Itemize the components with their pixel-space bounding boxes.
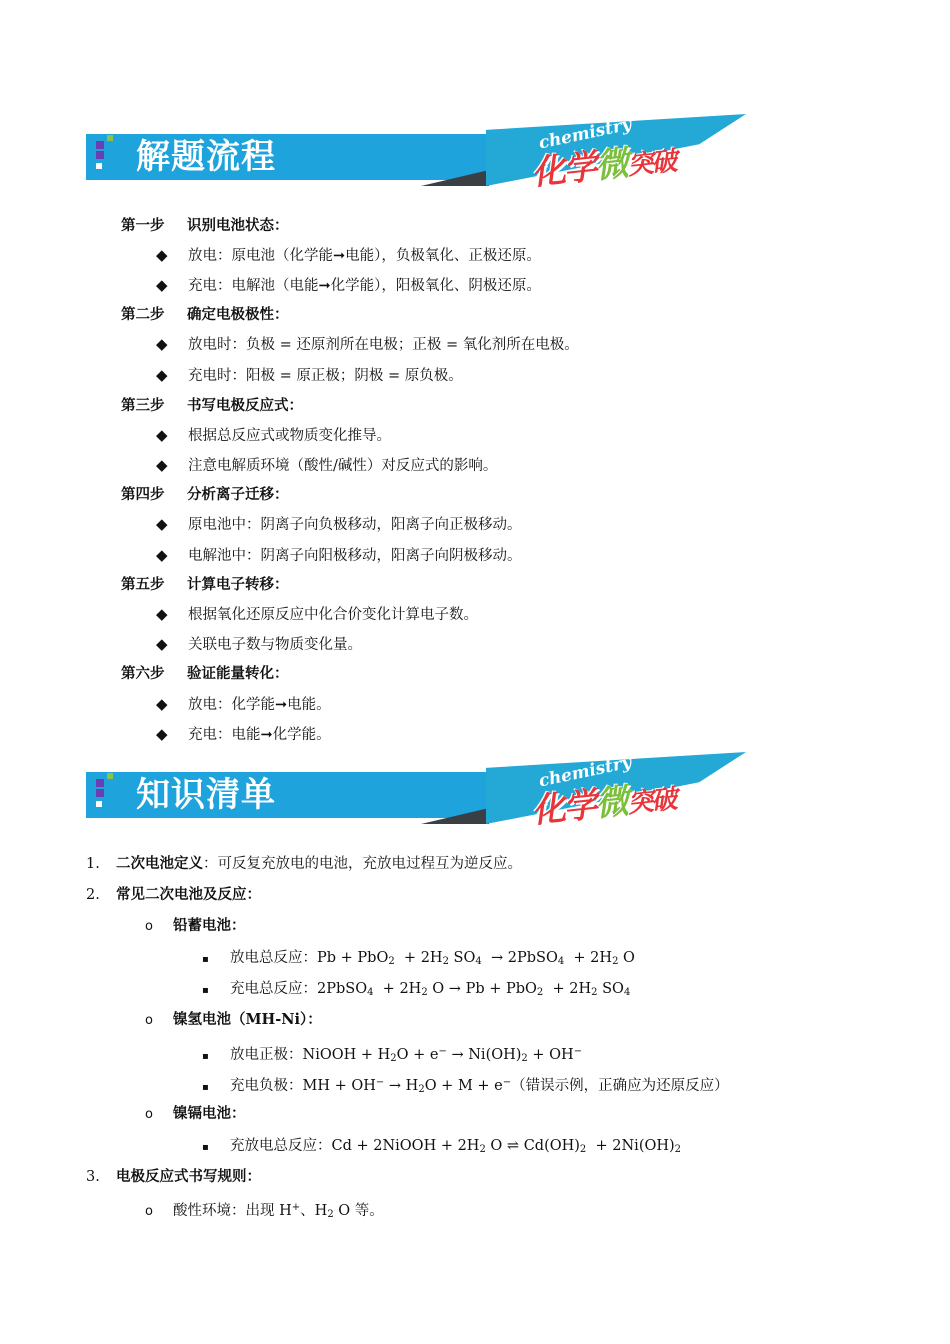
equation-item: ▪ 放电总反应：$Pb + PbO_2 + 2H_2$ $SO_4$ → 2PbSO$_4$ + $2H_2$ O xyxy=(202,948,635,972)
step-heading: 第一步 识别电池状态： xyxy=(121,217,289,234)
section-banner-process xyxy=(86,114,776,198)
diamond-icon: ◆ xyxy=(156,426,168,444)
list-item: ◆ 关联电子数与物质变化量。 xyxy=(156,635,362,653)
logo-chinese: 化学微突破 xyxy=(529,781,677,832)
diamond-icon: ◆ xyxy=(156,635,168,653)
list-item: 2. 常见二次电池及反应： xyxy=(86,886,261,903)
step-heading: 第六步 验证能量转化： xyxy=(121,665,289,682)
diamond-icon: ◆ xyxy=(156,515,168,533)
list-item: ◆ 根据氧化还原反应中化合价变化计算电子数。 xyxy=(156,605,478,623)
list-item: 1. 二次电池定义：可反复充放电的电池，充放电过程互为逆反应。 xyxy=(86,855,522,872)
square-bullet-icon: ▪ xyxy=(202,1082,209,1093)
step-heading: 第二步 确定电极极性： xyxy=(121,306,289,323)
banner-square-icon xyxy=(107,773,113,779)
square-bullet-icon: ▪ xyxy=(202,1142,209,1153)
circle-bullet-icon: o xyxy=(145,919,153,934)
diamond-icon: ◆ xyxy=(156,366,168,384)
square-bullet-icon: ▪ xyxy=(202,985,209,996)
logo-english: chemistry xyxy=(536,114,634,154)
banner-square-icon xyxy=(96,163,102,169)
circle-bullet-icon: o xyxy=(145,1013,153,1028)
square-bullet-icon: ▪ xyxy=(202,954,209,965)
list-item: ◆ 根据总反应式或物质变化推导。 xyxy=(156,426,391,444)
banner-square-icon xyxy=(96,801,102,807)
sub-list-item: o 铅蓄电池： xyxy=(145,916,246,937)
list-item: ◆ 注意电解质环境（酸性/碱性）对反应式的影响。 xyxy=(156,456,498,474)
list-item: 3. 电极反应式书写规则： xyxy=(86,1168,261,1185)
section-title: 解题流程 xyxy=(136,137,276,177)
step-heading: 第三步 书写电极反应式： xyxy=(121,397,303,414)
equation-item: ▪ 充电总反应：2PbSO$_4$ + $2H_2$ $O \to Pb + PbO_2 + 2H_2$ $SO_4$ xyxy=(202,979,630,1003)
list-item: ◆ 放电：化学能➞电能。 xyxy=(156,695,331,713)
banner-square-icon xyxy=(96,779,104,787)
logo-english: chemistry xyxy=(536,752,634,792)
list-item: ◆ 充电：电解池（电能➞化学能），阳极氧化、阴极还原。 xyxy=(156,276,541,294)
circle-bullet-icon: o xyxy=(145,1204,153,1219)
logo-chinese: 化学微突破 xyxy=(529,143,677,194)
circle-bullet-icon: o xyxy=(145,1107,153,1122)
list-item: ◆ 电解池中：阴离子向阳极移动，阳离子向阴极移动。 xyxy=(156,546,522,564)
sub-list-item: o 镍氢电池（MH-Ni）： xyxy=(145,1010,322,1031)
list-item: ◆ 放电时：负极 = 还原剂所在电极；正极 = 氧化剂所在电极。 xyxy=(156,335,579,353)
step-heading: 第四步 分析离子迁移： xyxy=(121,486,289,503)
diamond-icon: ◆ xyxy=(156,605,168,623)
step-heading: 第五步 计算电子转移： xyxy=(121,576,289,593)
banner-square-icon xyxy=(96,789,104,797)
sub-list-item: o 酸性环境：出现 H+、$H_2$ O 等。 xyxy=(145,1202,384,1220)
diamond-icon: ◆ xyxy=(156,335,168,353)
equation-item: ▪ 充放电总反应：Cd + 2NiOOH + $2H_2$ O ⇌ $Cd(OH)_2 + 2Ni(OH)_2$ xyxy=(202,1136,681,1160)
list-item: ◆ 放电：原电池（化学能➞电能），负极氧化、正极还原。 xyxy=(156,246,541,264)
list-item: ◆ 原电池中：阴离子向负极移动，阳离子向正极移动。 xyxy=(156,515,522,533)
diamond-icon: ◆ xyxy=(156,246,168,264)
list-item: ◆ 充电时：阳极 = 原正极；阴极 = 原负极。 xyxy=(156,366,463,384)
banner-square-icon xyxy=(96,141,104,149)
equation-item: ▪ 充电负极：MH + $OH^- \to H_2O + M + e^-$（错误示例，正确应为还原反应） xyxy=(202,1073,729,1100)
equation-item: ▪ 放电正极：NiOOH + $H_2O + e^- \to Ni(OH)_2 + OH^-$ xyxy=(202,1042,582,1069)
diamond-icon: ◆ xyxy=(156,695,168,713)
diamond-icon: ◆ xyxy=(156,276,168,294)
diamond-icon: ◆ xyxy=(156,725,168,743)
list-item: ◆ 充电：电能➞化学能。 xyxy=(156,725,331,743)
square-bullet-icon: ▪ xyxy=(202,1051,209,1062)
section-title: 知识清单 xyxy=(136,775,276,815)
banner-square-icon xyxy=(107,135,113,141)
sub-list-item: o 镍镉电池： xyxy=(145,1104,246,1125)
diamond-icon: ◆ xyxy=(156,546,168,564)
section-banner-knowledge xyxy=(86,752,776,836)
diamond-icon: ◆ xyxy=(156,456,168,474)
banner-square-icon xyxy=(96,151,104,159)
